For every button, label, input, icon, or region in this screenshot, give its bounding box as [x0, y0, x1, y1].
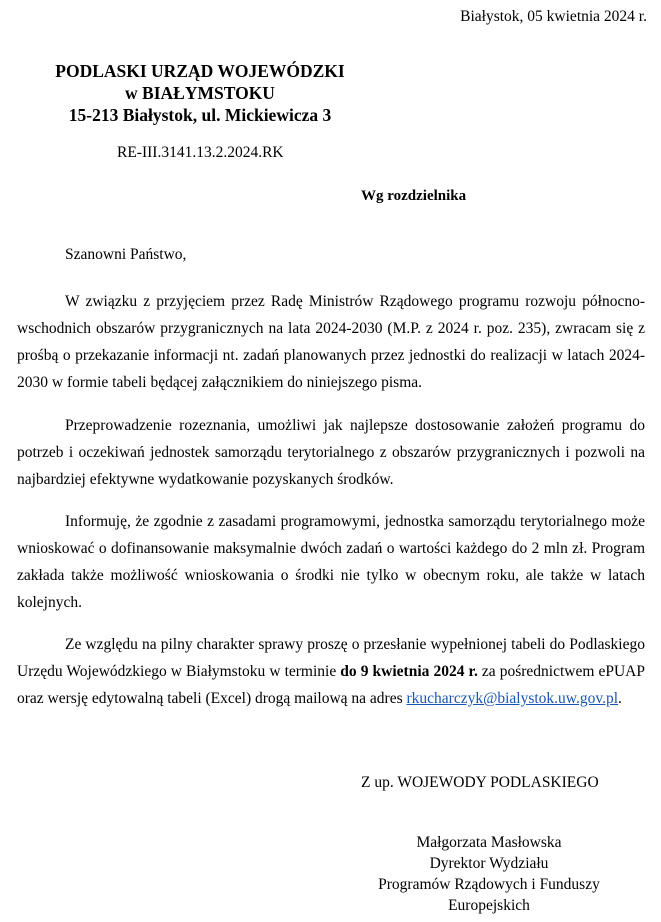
sender-city: w BIAŁYMSTOKU	[125, 83, 275, 103]
letter-date: Białystok, 05 kwietnia 2024 r.	[460, 8, 647, 25]
reference-number: RE-III.3141.13.2.2024.RK	[117, 144, 284, 161]
submission-method-text: za pośrednictwem ePUAP oraz wersję edytowalną tabeli (Excel) drogą mailową na adres	[17, 663, 645, 707]
submission-text: Ze względu na pilny charakter sprawy proszę o przesłanie wypełnionej tabeli do Podlaskiego Urzędu Wojewódzkiego w Białymstoku w terminie	[17, 636, 645, 680]
submission-deadline: do 9 kwietnia 2024 r.	[340, 663, 478, 680]
signatory-department: Programów Rządowych i Funduszy	[378, 876, 600, 893]
salutation: Szanowni Państwo,	[65, 246, 187, 263]
signature-block	[348, 832, 630, 916]
signature-authority: Z up. WOJEWODY PODLASKIEGO	[361, 774, 599, 791]
signatory-title: Dyrektor Wydziału	[429, 855, 549, 872]
sender-name: PODLASKI URZĄD WOJEWÓDZKI	[55, 61, 345, 81]
addressee: Wg rozdzielnika	[361, 188, 467, 204]
contact-email-link[interactable]: rkucharczyk@bialystok.uw.gov.pl	[406, 690, 619, 707]
sender-address: 15-213 Białystok, ul. Mickiewicza 3	[68, 105, 332, 125]
paragraph-program-info: W związku z przyjęciem przez Radę Ministrów Rządowego programu rozwoju północno-wschodnich obszarów przygranicznych na lata 2024-2030 (M.P. z 2024 r. poz. 235), zwracam się z prośbą o przekazanie informacji nt. zadań planowanych przez jednostki do realizacji w latach 2024-2030 w formie tabeli będącej załącznikiem do niniejszego pisma.	[17, 293, 645, 391]
paragraph-survey-purpose: Przeprowadzenie rozeznania, umożliwi jak najlepsze dostosowanie założeń programu do potrzeb i oczekiwań jednostek samorządu terytorialnego z obszarów przygranicznych i pozwoli na najbardziej efektywne wydatkowanie pozyskanych środków.	[17, 417, 645, 488]
paragraph-end-punctuation: .	[618, 690, 622, 707]
signatory-department-cont: Europejskich	[448, 897, 530, 914]
paragraph-submission-request	[17, 631, 645, 712]
signatory-name: Małgorzata Masłowska	[416, 834, 562, 851]
sender-letterhead	[20, 60, 380, 126]
paragraph-funding-rules: Informuję, że zgodnie z zasadami programowymi, jednostka samorządu terytorialnego może wnioskować o dofinansowanie maksymalnie dwóch zadań o wartości każdego do 2 mln zł. Program zakłada także możliwość wnioskowania o środki nie tylko w obecnym roku, ale także w latach kolejnych.	[17, 513, 645, 611]
